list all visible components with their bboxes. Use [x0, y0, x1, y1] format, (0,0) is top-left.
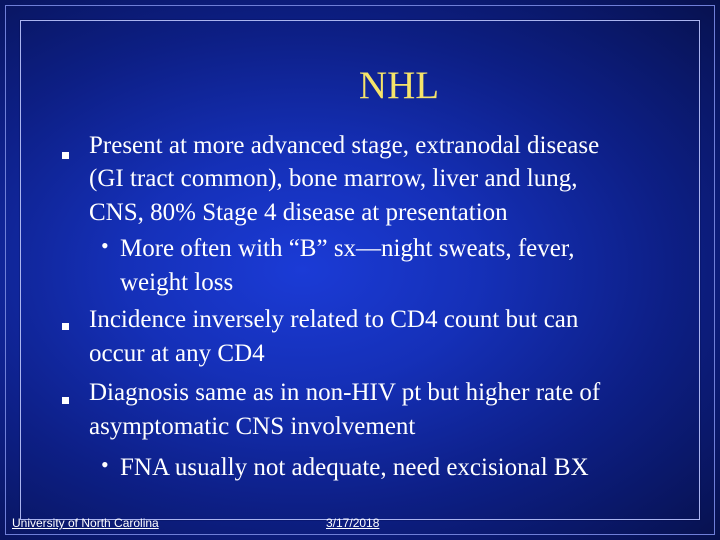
bullet-3-line-2: asymptomatic CNS involvement [89, 413, 416, 440]
bullet-2-line-1: Incidence inversely related to CD4 count but can [89, 306, 579, 333]
square-bullet-icon [62, 323, 69, 330]
bullet-1-line-2: (GI tract common), bone marrow, liver and lung, [89, 165, 578, 192]
bullet-2-line-2: occur at any CD4 [89, 340, 265, 367]
round-bullet-icon: • [101, 233, 109, 258]
footer-institution: University of North Carolina [12, 516, 159, 530]
square-bullet-icon [62, 152, 69, 159]
bullet-3-line-1: Diagnosis same as in non-HIV pt but higher rate of [89, 379, 601, 406]
footer-date: 3/17/2018 [326, 516, 380, 530]
bullet-3-sub-line-1: FNA usually not adequate, need excisional BX [120, 454, 589, 481]
bullet-1-sub-line-2: weight loss [120, 269, 234, 296]
square-bullet-icon [62, 397, 69, 404]
slide-title: NHL [358, 64, 440, 107]
round-bullet-icon: • [101, 452, 109, 477]
bullet-1-sub-line-1: More often with “B” sx—night sweats, fever, [120, 235, 575, 262]
bullet-1-line-1: Present at more advanced stage, extranodal disease [89, 132, 600, 159]
bullet-1-line-3: CNS, 80% Stage 4 disease at presentation [89, 199, 508, 226]
